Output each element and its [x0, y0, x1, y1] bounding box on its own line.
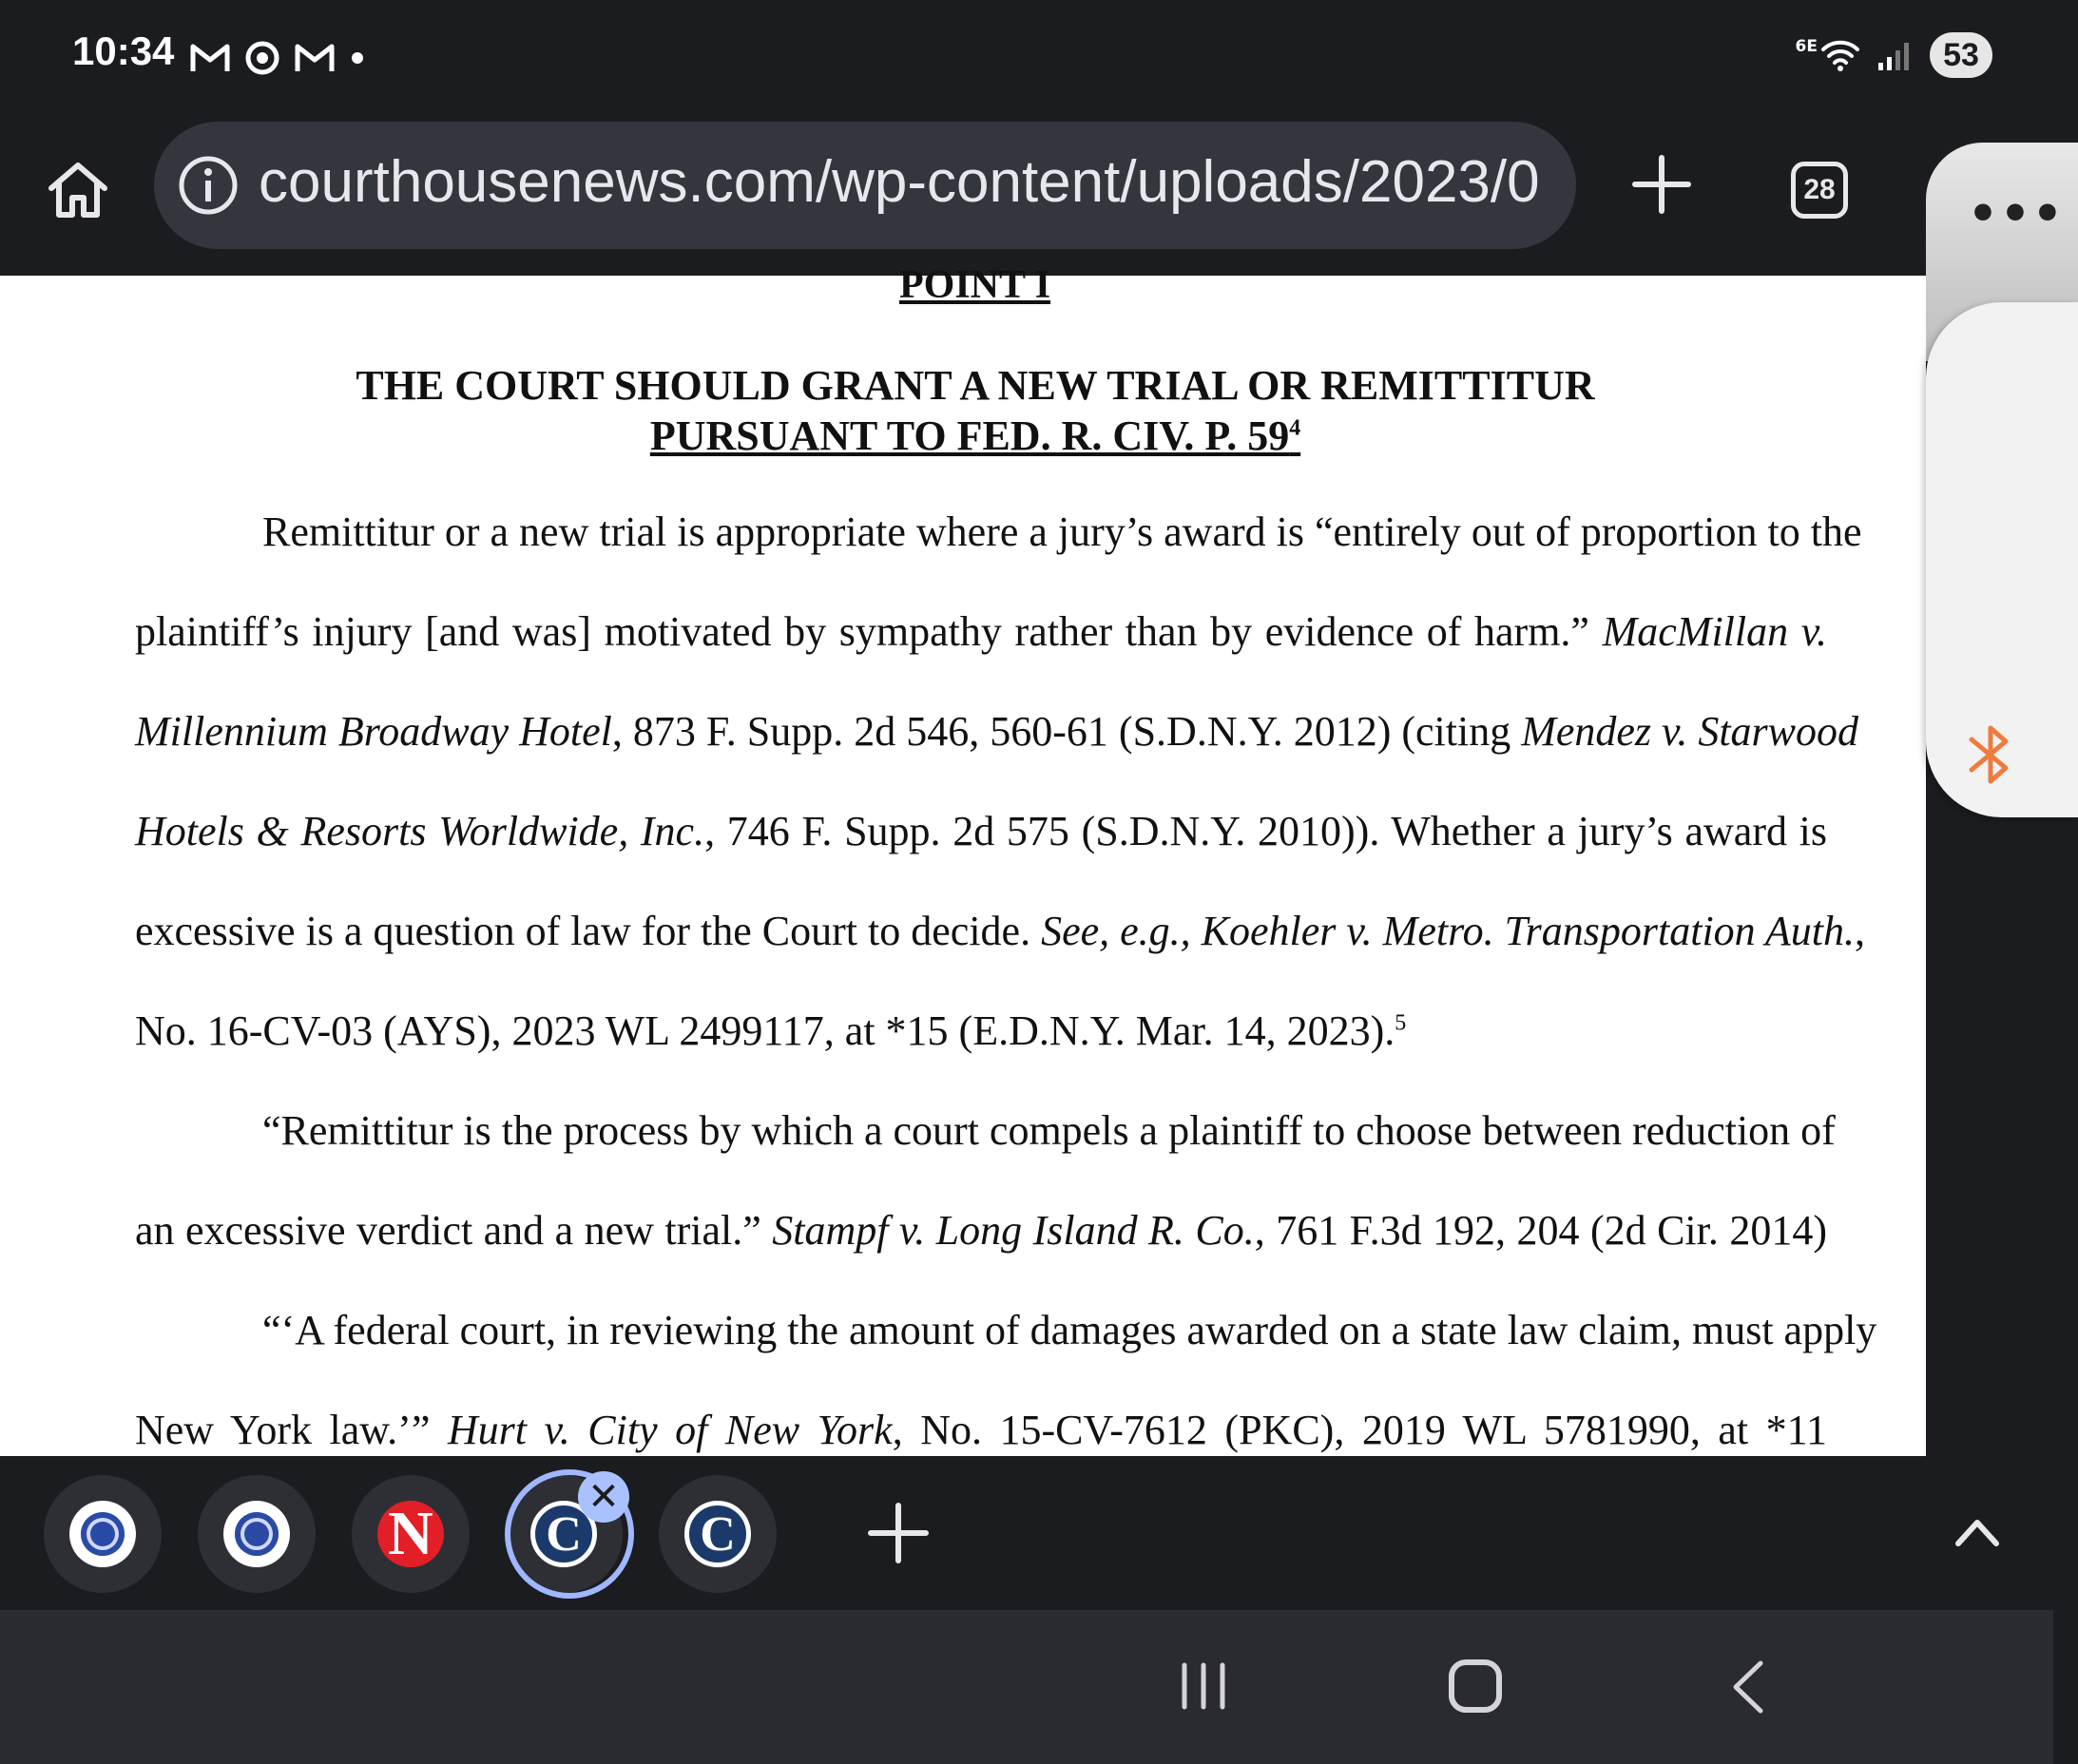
- system-nav-bar: [0, 1610, 2053, 1764]
- footnote-ref: 5: [1395, 1010, 1407, 1036]
- dot-indicator: [350, 50, 365, 66]
- network-type-label: 6E: [1795, 37, 1818, 56]
- paragraph-line: [135, 1206, 1827, 1255]
- paragraph-line: [135, 1007, 1827, 1055]
- line-text: plaintiff’s injury [and was] motivated by sympathy rather than by evidence of harm.”: [135, 608, 1589, 655]
- line-text: No. 16-CV-03 (AYS), 2023 WL 2499117, at *15 (E.D.N.Y. Mar. 14, 2023).: [135, 1007, 1395, 1054]
- tab-switcher-button[interactable]: 28: [1791, 162, 1848, 219]
- case-name: Stampf v. Long Island R. Co.: [772, 1207, 1255, 1254]
- paragraph-line: [135, 1406, 1827, 1454]
- signal-icon: [1876, 38, 1914, 72]
- clock: 10:34: [72, 29, 175, 73]
- edge-panel[interactable]: [1926, 302, 2078, 817]
- section-heading-line1: THE COURT SHOULD GRANT A NEW TRIAL OR REMITTITUR: [356, 362, 1595, 409]
- paragraph-line: “Remittitur is the process by which a court compels a plaintiff to choose between reduction of: [262, 1107, 1836, 1154]
- paragraph-line: [135, 707, 1859, 756]
- section-point-label: POINT I: [899, 263, 1051, 307]
- line-text: , 746 F. Supp. 2d 575 (S.D.N.Y. 2010)). Whether a jury’s award is: [704, 808, 1827, 854]
- back-icon[interactable]: [1728, 1659, 1766, 1715]
- pdf-page: [0, 263, 1926, 1456]
- tab-item[interactable]: [352, 1475, 470, 1593]
- case-name: Mendez v. Starwood: [1521, 708, 1859, 755]
- browser-toolbar: [0, 112, 2053, 276]
- line-text: excessive is a question of law for the Court to decide.: [135, 908, 1031, 954]
- battery-indicator: 53: [1930, 32, 1992, 78]
- case-name: Millennium Broadway Hotel: [135, 708, 612, 755]
- nav-home-button[interactable]: [1449, 1659, 1502, 1713]
- more-options-icon[interactable]: •••: [1968, 186, 2065, 241]
- case-name: Hotels & Resorts Worldwide, Inc.: [135, 808, 705, 854]
- tab-item[interactable]: [198, 1475, 316, 1593]
- paragraph-line: [135, 607, 1827, 656]
- tab-item[interactable]: [659, 1475, 777, 1593]
- case-name: See, e.g., Koehler v. Metro. Transportation Auth.: [1041, 908, 1855, 954]
- courthouse-favicon: [69, 1501, 136, 1567]
- info-icon[interactable]: [177, 154, 240, 217]
- chevron-up-icon[interactable]: [1953, 1513, 2002, 1551]
- section-heading-line2: [0, 412, 1951, 460]
- notification-icons: [190, 34, 365, 82]
- n-favicon: N: [377, 1501, 444, 1567]
- new-tab-icon[interactable]: [1627, 150, 1696, 219]
- line-text: , 761 F.3d 192, 204 (2d Cir. 2014): [1254, 1207, 1827, 1254]
- system-icons: [1796, 32, 1992, 78]
- close-tab-button[interactable]: ✕: [578, 1471, 629, 1523]
- paragraph-line: “‘A federal court, in reviewing the amount of damages awarded on a state law claim, must apply: [262, 1307, 1877, 1353]
- status-bar: [0, 0, 2053, 112]
- c-favicon: C: [530, 1501, 597, 1567]
- tab-strip: [0, 1456, 2053, 1610]
- line-text: , No. 15-CV-7612 (PKC), 2019 WL 5781990, at *11: [892, 1407, 1827, 1453]
- case-name: Hurt v. City of New York: [447, 1407, 893, 1453]
- line-text: , 873 F. Supp. 2d 546, 560-61 (S.D.N.Y. 2012) (citing: [611, 708, 1511, 755]
- line-text: ,: [1854, 908, 1865, 954]
- line-text: an excessive verdict and a new trial.”: [135, 1207, 761, 1254]
- url-text[interactable]: courthousenews.com/wp-content/uploads/2023/0: [259, 149, 1540, 215]
- heading-text: PURSUANT TO FED. R. CIV. P. 59: [649, 412, 1290, 459]
- tab-item[interactable]: [44, 1475, 162, 1593]
- c-favicon: C: [684, 1501, 751, 1567]
- line-text: New York law.’”: [135, 1407, 431, 1453]
- footnote-ref: 4: [1289, 415, 1301, 441]
- url-bar[interactable]: [154, 122, 1576, 249]
- chrome-icon: [245, 41, 279, 75]
- home-icon[interactable]: [44, 156, 112, 224]
- recents-icon[interactable]: [1177, 1661, 1230, 1711]
- paragraph-line: [135, 907, 1865, 955]
- gmail-icon: [190, 42, 230, 74]
- bluetooth-icon[interactable]: [1960, 720, 2021, 789]
- courthouse-favicon: [223, 1501, 290, 1567]
- paragraph-line: Remittitur or a new trial is appropriate where a jury’s award is “entirely out of proportion to the: [262, 508, 1862, 555]
- gmail-icon: [295, 42, 335, 74]
- case-name: MacMillan v.: [1602, 608, 1828, 655]
- wifi-icon: [1819, 38, 1861, 72]
- add-tab-icon[interactable]: [865, 1500, 932, 1566]
- paragraph-line: [135, 807, 1827, 855]
